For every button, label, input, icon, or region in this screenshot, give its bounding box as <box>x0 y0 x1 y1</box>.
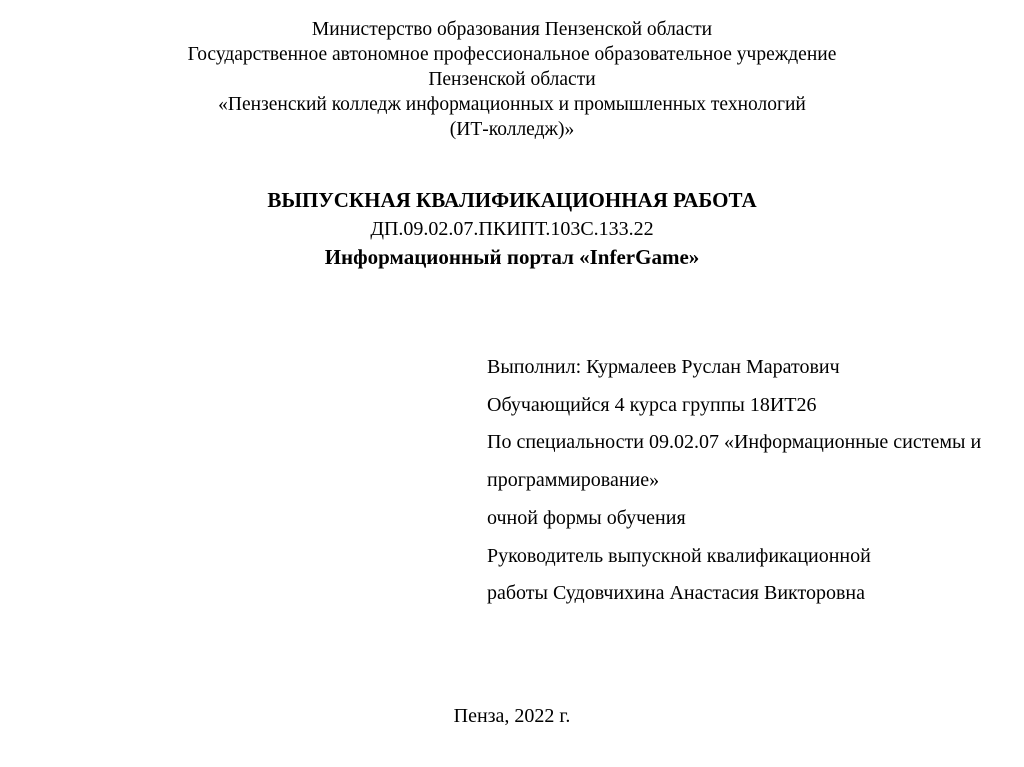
work-code: ДП.09.02.07.ПКИПТ.103С.133.22 <box>370 217 654 240</box>
supervisor-line-2: работы Судовчихина Анастасия Викторовна <box>487 582 865 605</box>
author-details-block <box>487 349 981 613</box>
college-name-line-1: «Пензенский колледж информационных и промышленных технологий <box>218 94 806 115</box>
college-name-line-2: (ИТ-колледж)» <box>449 119 575 140</box>
author-line: Выполнил: Курмалеев Руслан Маратович <box>487 356 840 378</box>
work-type-title: ВЫПУСКНАЯ КВАЛИФИКАЦИОННАЯ РАБОТА <box>267 188 757 212</box>
specialty-line-1: По специальности 09.02.07 «Информационные системы и <box>487 431 982 454</box>
institution-line-1: Государственное автономное профессиональное образовательное учреждение <box>187 44 837 65</box>
ministry-line: Министерство образования Пензенской области <box>311 19 713 40</box>
student-group-line: Обучающийся 4 курса группы 18ИТ26 <box>487 393 817 416</box>
institution-line-2: Пензенской области <box>428 69 596 90</box>
work-subject-title: Информационный портал «InferGame» <box>324 245 700 269</box>
specialty-line-2: программирование» <box>487 469 660 492</box>
institution-header <box>0 17 1024 142</box>
city-year-footer: Пенза, 2022 г. <box>453 705 571 727</box>
study-form-line: очной формы обучения <box>487 506 686 529</box>
supervisor-line-1: Руководитель выпускной квалификационной <box>487 544 871 567</box>
work-title-block <box>0 186 1024 272</box>
